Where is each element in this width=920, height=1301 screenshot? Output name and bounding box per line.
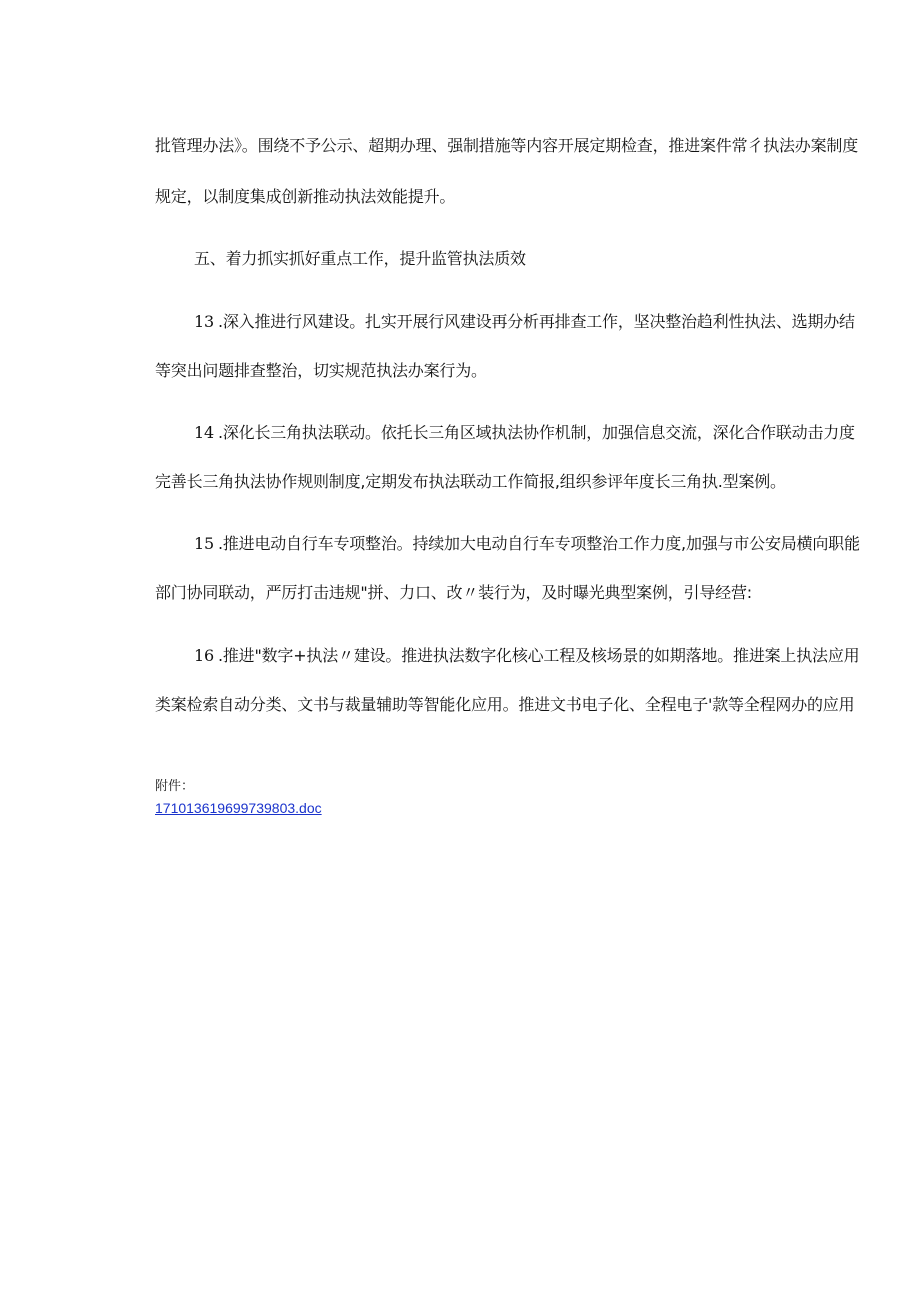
- item-number: 16: [194, 646, 214, 665]
- list-item: [194, 311, 920, 333]
- text: .深入推进行风建设。扎实开展行风建设再分析再排查工作，坚决整治趋利性执法、选期办结: [217, 312, 855, 331]
- text: 规定，以制度集成创新推动执法效能提升。: [155, 187, 456, 206]
- attachment-label: 附件：: [155, 779, 195, 794]
- text: 批管理办法》。围绕不予公示、超期办理、强制措施等内容开展定期检查，推进案件常彳执法办案制度: [155, 136, 859, 155]
- text: .推进电动自行车专项整治。持续加大电动自行车专项整治工作力度,加强与市公安局横向职能: [217, 534, 860, 553]
- attachment-link[interactable]: 171013619699739803.doc: [155, 800, 322, 816]
- text: 五、着力抓实抓好重点工作，提升监管执法质效: [194, 249, 526, 268]
- item-number: 13: [194, 312, 214, 331]
- paragraph-line: [155, 186, 920, 208]
- section-heading: [194, 248, 920, 270]
- item-number: 14: [194, 423, 214, 442]
- paragraph-line: [155, 360, 920, 382]
- text: 部门协同联动，严厉打击违规"拼、力口、改〃装行为，及时曝光典型案例，引导经营:: [155, 583, 752, 602]
- text: 等突出问题排查整治，切实规范执法办案行为。: [155, 361, 487, 380]
- text: 完善长三角执法协作规则制度,定期发布执法联动工作简报,组织参评年度长三角执.型案例。: [155, 472, 786, 491]
- list-item: [194, 422, 920, 444]
- text: .推进"数字+执法〃建设。推进执法数字化核心工程及核场景的如期落地。推进案上执法应用: [217, 646, 860, 665]
- paragraph-line: [155, 694, 920, 716]
- item-number: 15: [194, 534, 214, 553]
- paragraph-line: [155, 471, 920, 493]
- list-item: [194, 645, 920, 667]
- list-item: [194, 533, 920, 555]
- paragraph-line: [155, 582, 920, 604]
- paragraph-line: [155, 135, 920, 157]
- text: .深化长三角执法联动。依托长三角区域执法协作机制，加强信息交流，深化合作联动击力度: [217, 423, 855, 442]
- text: 类案检索自动分类、文书与裁量辅助等智能化应用。推进文书电子化、全程电子'款等全程网办的应用: [155, 695, 855, 714]
